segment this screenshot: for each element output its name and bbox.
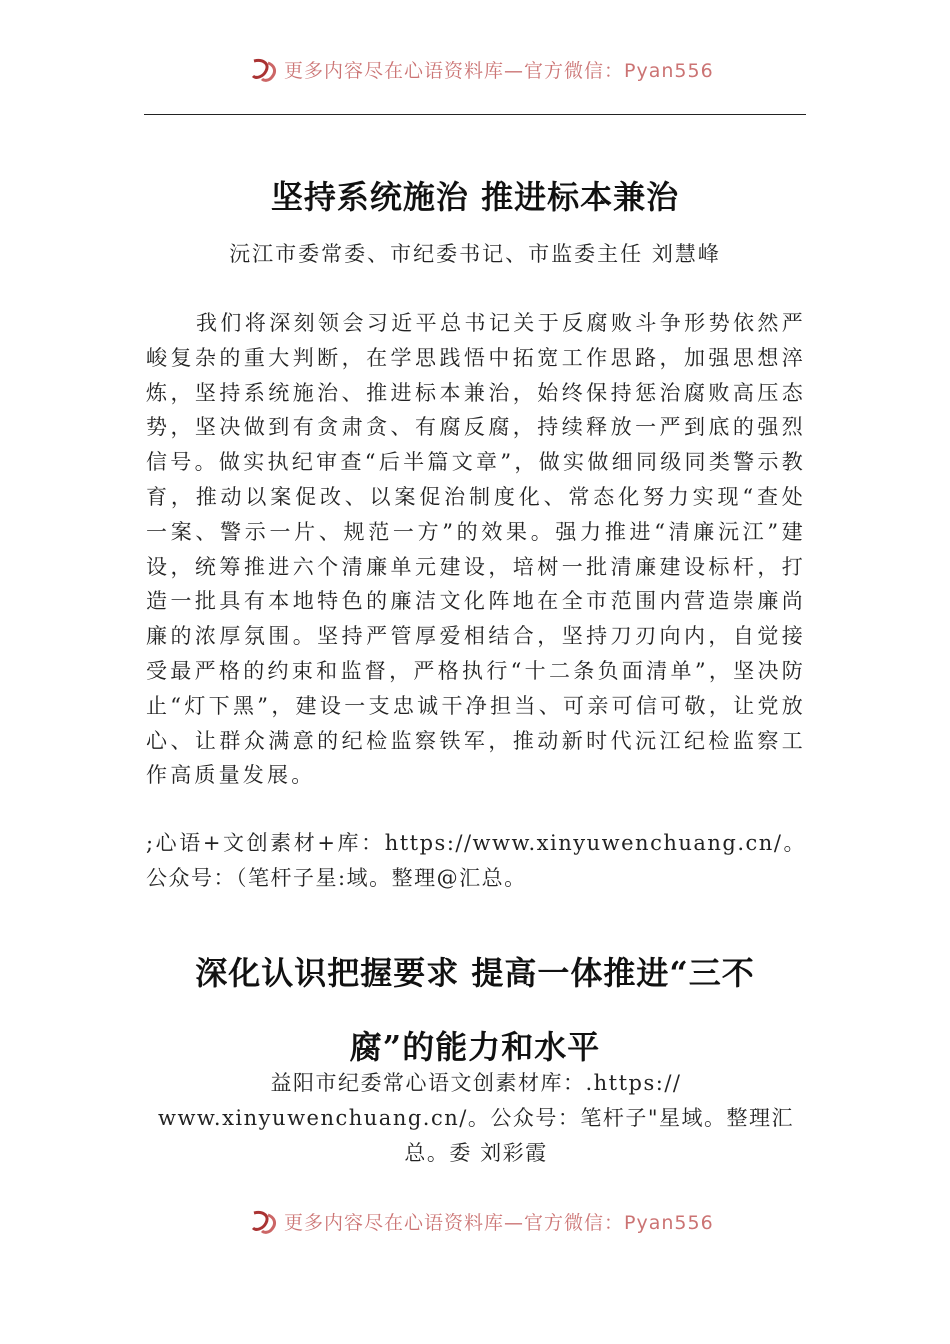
header-divider <box>144 114 806 115</box>
second-article-title <box>125 936 825 1084</box>
title-line-1: 深化认识把握要求 提高一体推进“三不 <box>195 954 755 992</box>
footer-watermark <box>0 1204 950 1234</box>
source-note: ;心语+文创素材+库：https://www.xinyuwenchuang.cn/。公众号：（笔杆子星:域。整理@汇总。 <box>146 831 806 890</box>
header-watermark <box>0 52 950 82</box>
logo-icon <box>250 57 280 83</box>
article-title: 坚持系统施治 推进标本兼治 <box>270 178 680 216</box>
watermark-text: 更多内容尽在心语资料库—官方微信：Pyan556 <box>284 1212 714 1234</box>
article-byline: 沅江市委常委、市纪委书记、市监委主任 刘慧峰 <box>229 242 721 266</box>
article-body: 我们将深刻领会习近平总书记关于反腐败斗争形势依然严峻复杂的重大判断，在学思践悟中拓宽工作思路，加强思想淬炼，坚持系统施治、推进标本兼治，始终保持惩治腐败高压态势，坚决做到有贪肃贪、有腐反腐，持续释放一严到底的强烈信号。做实执纪审查“后半篇文章”，做实做细同级同类警示教育，推动以案促改、以案促治制度化、常态化努力实现“查处一案、警示一片、规范一方”的效果。强力推进“清廉沅江”建设，统筹推进六个清廉单元建设，培树一批清廉建设标杆，打造一批具有本地特色的廉洁文化阵地在全市范围内营造崇廉尚廉的浓厚氛围。坚持严管厚爱相结合，坚持刀刃向内，自觉接受最严格的约束和监督，严格执行“十二条负面清单”，坚决防止“灯下黑”，建设一支忠诚干净担当、可亲可信可敬，让党放心、让群众满意的纪检监察铁军，推动新时代沅江纪检监察工作高质量发展。 <box>146 311 806 788</box>
watermark-text: 更多内容尽在心语资料库—官方微信：Pyan556 <box>284 60 714 82</box>
title-line-2: 腐”的能力和水平 <box>349 1028 601 1066</box>
logo-icon <box>250 1209 280 1235</box>
second-article-byline: 益阳市纪委常心语文创素材库：.https:// www.xinyuwenchuang.cn/。公众号：笔杆子"星域。整理汇总。委 刘彩霞 <box>157 1071 794 1165</box>
